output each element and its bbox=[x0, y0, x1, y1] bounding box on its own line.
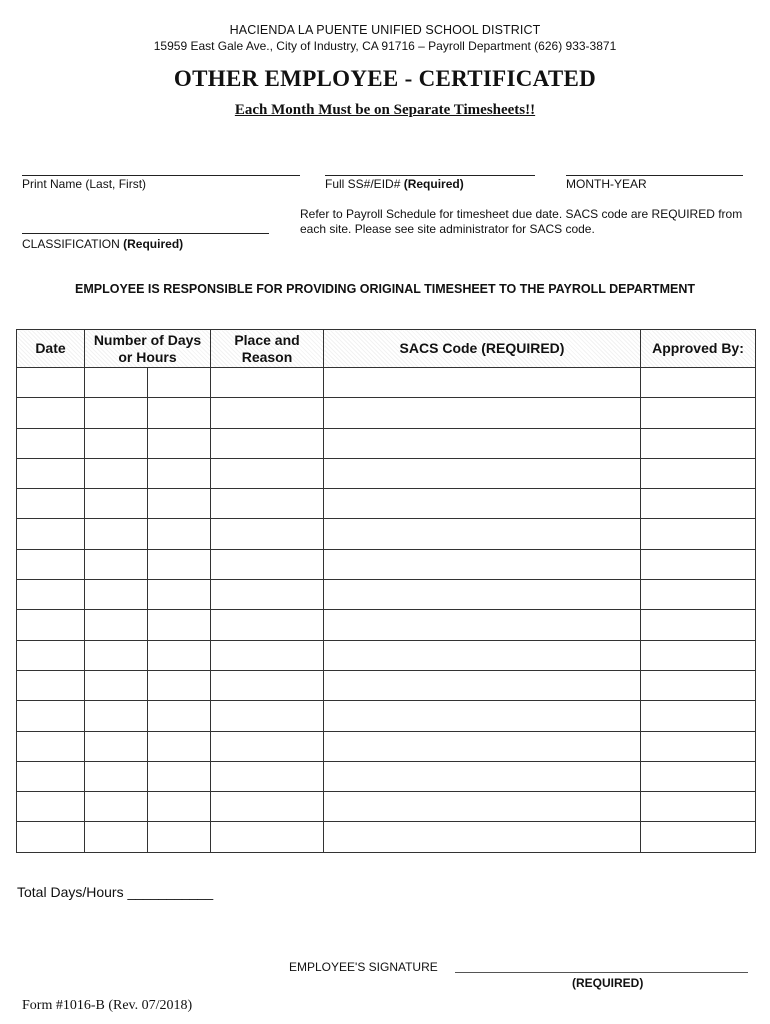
date-cell[interactable] bbox=[17, 610, 85, 640]
place-reason-cell[interactable] bbox=[211, 458, 324, 488]
sacs-code-cell[interactable] bbox=[324, 610, 641, 640]
sacs-code-cell[interactable] bbox=[324, 822, 641, 852]
header-days-hours: Number of Days or Hours bbox=[85, 330, 211, 368]
approved-by-cell[interactable] bbox=[641, 428, 756, 458]
place-reason-cell[interactable] bbox=[211, 822, 324, 852]
approved-by-cell[interactable] bbox=[641, 701, 756, 731]
classification-label bbox=[22, 237, 183, 251]
ssn-required: (Required) bbox=[403, 177, 464, 191]
table-row bbox=[17, 792, 756, 822]
sacs-code-cell[interactable] bbox=[324, 731, 641, 761]
sacs-code-cell[interactable] bbox=[324, 519, 641, 549]
date-cell[interactable] bbox=[17, 519, 85, 549]
ssn-line[interactable] bbox=[325, 175, 535, 176]
hours-cell[interactable] bbox=[148, 640, 211, 670]
approved-by-cell[interactable] bbox=[641, 822, 756, 852]
table-row bbox=[17, 610, 756, 640]
hours-cell[interactable] bbox=[148, 822, 211, 852]
sacs-code-cell[interactable] bbox=[324, 489, 641, 519]
hours-cell[interactable] bbox=[148, 549, 211, 579]
district-address: 15959 East Gale Ave., City of Industry, CA 91716 – Payroll Department (626) 933-3871 bbox=[153, 39, 617, 53]
hours-cell[interactable] bbox=[148, 458, 211, 488]
signature-line[interactable] bbox=[455, 972, 748, 973]
approved-by-cell[interactable] bbox=[641, 519, 756, 549]
days-cell[interactable] bbox=[85, 398, 148, 428]
responsibility-notice: EMPLOYEE IS RESPONSIBLE FOR PROVIDING ORIGINAL TIMESHEET TO THE PAYROLL DEPARTMENT bbox=[75, 282, 695, 296]
approved-by-cell[interactable] bbox=[641, 398, 756, 428]
days-cell[interactable] bbox=[85, 761, 148, 791]
days-cell[interactable] bbox=[85, 792, 148, 822]
place-reason-cell[interactable] bbox=[211, 640, 324, 670]
sacs-code-cell[interactable] bbox=[324, 792, 641, 822]
days-cell[interactable] bbox=[85, 489, 148, 519]
table-row bbox=[17, 580, 756, 610]
place-reason-cell[interactable] bbox=[211, 610, 324, 640]
print-name-label: Print Name (Last, First) bbox=[22, 177, 147, 191]
days-cell[interactable] bbox=[85, 549, 148, 579]
classification-line[interactable] bbox=[22, 233, 269, 234]
month-year-label: MONTH-YEAR bbox=[566, 177, 647, 191]
print-name-line[interactable] bbox=[22, 175, 300, 176]
hours-cell[interactable] bbox=[148, 701, 211, 731]
hours-cell[interactable] bbox=[148, 398, 211, 428]
table-row bbox=[17, 368, 756, 398]
days-cell[interactable] bbox=[85, 670, 148, 700]
table-header-row bbox=[17, 330, 756, 368]
approved-by-cell[interactable] bbox=[641, 670, 756, 700]
classification-label-text: CLASSIFICATION bbox=[22, 237, 120, 251]
place-reason-cell[interactable] bbox=[211, 761, 324, 791]
days-cell[interactable] bbox=[85, 610, 148, 640]
place-reason-cell[interactable] bbox=[211, 731, 324, 761]
approved-by-cell[interactable] bbox=[641, 368, 756, 398]
table-row bbox=[17, 640, 756, 670]
place-reason-cell[interactable] bbox=[211, 519, 324, 549]
header-sacs-code: SACS Code (REQUIRED) bbox=[324, 330, 641, 368]
place-reason-cell[interactable] bbox=[211, 580, 324, 610]
date-cell[interactable] bbox=[17, 428, 85, 458]
total-days-hours[interactable]: Total Days/Hours ___________ bbox=[17, 884, 214, 900]
sacs-code-cell[interactable] bbox=[324, 580, 641, 610]
header-date: Date bbox=[17, 330, 85, 368]
table-row bbox=[17, 822, 756, 852]
classification-required: (Required) bbox=[123, 237, 184, 251]
signature-label: EMPLOYEE'S SIGNATURE bbox=[289, 960, 438, 974]
hours-cell[interactable] bbox=[148, 428, 211, 458]
header-place-reason: Place and Reason bbox=[211, 330, 324, 368]
approved-by-cell[interactable] bbox=[641, 458, 756, 488]
days-cell[interactable] bbox=[85, 368, 148, 398]
hours-cell[interactable] bbox=[148, 731, 211, 761]
hours-cell[interactable] bbox=[148, 670, 211, 700]
date-cell[interactable] bbox=[17, 761, 85, 791]
days-cell[interactable] bbox=[85, 428, 148, 458]
date-cell[interactable] bbox=[17, 731, 85, 761]
place-reason-cell[interactable] bbox=[211, 428, 324, 458]
approved-by-cell[interactable] bbox=[641, 580, 756, 610]
place-reason-cell[interactable] bbox=[211, 368, 324, 398]
place-reason-cell[interactable] bbox=[211, 489, 324, 519]
table-row bbox=[17, 428, 756, 458]
place-reason-cell[interactable] bbox=[211, 398, 324, 428]
date-cell[interactable] bbox=[17, 489, 85, 519]
sacs-code-cell[interactable] bbox=[324, 761, 641, 791]
form-subtitle: Each Month Must be on Separate Timesheets!! bbox=[234, 102, 536, 118]
days-cell[interactable] bbox=[85, 731, 148, 761]
table-row bbox=[17, 398, 756, 428]
place-reason-cell[interactable] bbox=[211, 549, 324, 579]
hours-cell[interactable] bbox=[148, 519, 211, 549]
days-cell[interactable] bbox=[85, 701, 148, 731]
hours-cell[interactable] bbox=[148, 761, 211, 791]
date-cell[interactable] bbox=[17, 640, 85, 670]
timesheet-table bbox=[16, 329, 756, 853]
payroll-note: Refer to Payroll Schedule for timesheet due date. SACS code are REQUIRED from each site. Please see site administrator for SACS code. bbox=[300, 207, 743, 236]
table-row bbox=[17, 519, 756, 549]
date-cell[interactable] bbox=[17, 458, 85, 488]
days-cell[interactable] bbox=[85, 640, 148, 670]
approved-by-cell[interactable] bbox=[641, 489, 756, 519]
days-cell[interactable] bbox=[85, 519, 148, 549]
table-row bbox=[17, 670, 756, 700]
approved-by-cell[interactable] bbox=[641, 731, 756, 761]
days-cell[interactable] bbox=[85, 458, 148, 488]
sacs-code-cell[interactable] bbox=[324, 549, 641, 579]
date-cell[interactable] bbox=[17, 822, 85, 852]
table-row bbox=[17, 761, 756, 791]
sacs-code-cell[interactable] bbox=[324, 398, 641, 428]
date-cell[interactable] bbox=[17, 580, 85, 610]
hours-cell[interactable] bbox=[148, 610, 211, 640]
signature-required: (REQUIRED) bbox=[572, 976, 644, 990]
place-reason-cell[interactable] bbox=[211, 701, 324, 731]
sacs-code-cell[interactable] bbox=[324, 458, 641, 488]
approved-by-cell[interactable] bbox=[641, 640, 756, 670]
table-row bbox=[17, 701, 756, 731]
ssn-label-text: Full SS#/EID# bbox=[325, 177, 401, 191]
table-row bbox=[17, 458, 756, 488]
approved-by-cell[interactable] bbox=[641, 761, 756, 791]
date-cell[interactable] bbox=[17, 549, 85, 579]
date-cell[interactable] bbox=[17, 670, 85, 700]
hours-cell[interactable] bbox=[148, 792, 211, 822]
days-cell[interactable] bbox=[85, 822, 148, 852]
table-row bbox=[17, 731, 756, 761]
sacs-code-cell[interactable] bbox=[324, 670, 641, 700]
place-reason-cell[interactable] bbox=[211, 792, 324, 822]
sacs-code-cell[interactable] bbox=[324, 428, 641, 458]
place-reason-cell[interactable] bbox=[211, 670, 324, 700]
sacs-code-cell[interactable] bbox=[324, 368, 641, 398]
header-approved-by: Approved By: bbox=[641, 330, 756, 368]
date-cell[interactable] bbox=[17, 792, 85, 822]
approved-by-cell[interactable] bbox=[641, 549, 756, 579]
form-number: Form #1016-B (Rev. 07/2018) bbox=[22, 998, 193, 1013]
timesheet-body bbox=[17, 368, 756, 853]
hours-cell[interactable] bbox=[148, 489, 211, 519]
sacs-code-cell[interactable] bbox=[324, 701, 641, 731]
month-year-line[interactable] bbox=[566, 175, 743, 176]
table-row bbox=[17, 549, 756, 579]
date-cell[interactable] bbox=[17, 398, 85, 428]
table-row bbox=[17, 489, 756, 519]
hours-cell[interactable] bbox=[148, 580, 211, 610]
date-cell[interactable] bbox=[17, 368, 85, 398]
hours-cell[interactable] bbox=[148, 368, 211, 398]
sacs-code-cell[interactable] bbox=[324, 640, 641, 670]
form-title: OTHER EMPLOYEE - CERTIFICATED bbox=[173, 66, 597, 91]
district-name: HACIENDA LA PUENTE UNIFIED SCHOOL DISTRICT bbox=[229, 23, 541, 37]
days-cell[interactable] bbox=[85, 580, 148, 610]
date-cell[interactable] bbox=[17, 701, 85, 731]
approved-by-cell[interactable] bbox=[641, 610, 756, 640]
ssn-label bbox=[325, 177, 464, 191]
approved-by-cell[interactable] bbox=[641, 792, 756, 822]
